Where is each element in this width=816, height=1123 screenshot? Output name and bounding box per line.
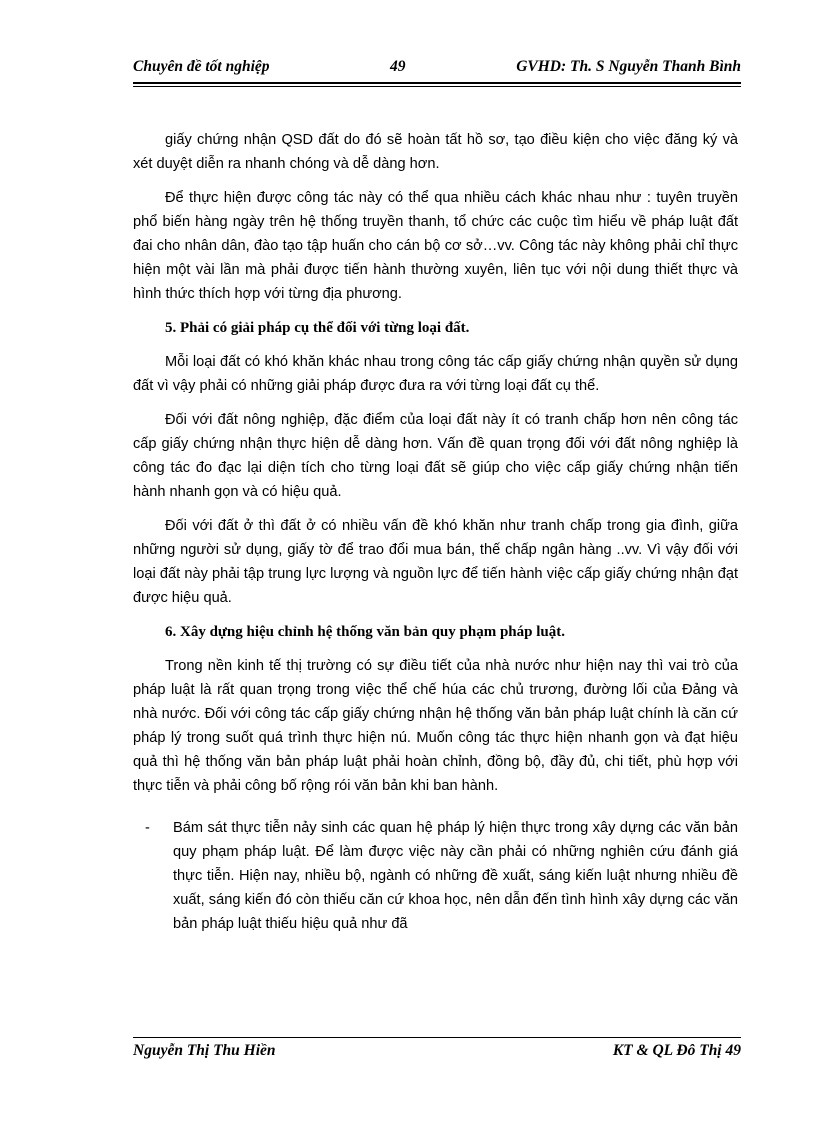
body-paragraph: Đối với đất nông nghiệp, đặc điểm của loại đất này ít có tranh chấp hơn nên công tác cấp giấy chứng nhận thực hiện dễ dàng hơn. Vấn đề quan trọng đối với đất nông nghiệp là công tác đo đạc lại diện tích cho từng loại đất sẽ giúp cho việc cấp giấy chứng nhận tiến hành nhanh gọn và có hiệu quả. — [133, 412, 738, 500]
footer-department: KT & QL Đô Thị 49 — [612, 1042, 741, 1059]
bullet-text: Bám sát thực tiễn nảy sinh các quan hệ pháp lý hiện thực trong xây dựng các văn bản quy phạm pháp luật. Để làm được việc này cần phải có những nghiên cứu đánh giá thực tiễn. Hiện nay, nhiều bộ, ngành có những đề xuất, sáng kiến luật nhưng nhiều đề xuất, sáng kiến đó còn thiếu căn cứ khoa học, nên dẫn đến tình hình xây dựng các văn bản pháp luật thiếu hiệu quả như đã — [173, 820, 738, 932]
page-footer — [133, 1042, 741, 1066]
body-paragraph: giấy chứng nhận QSD đất do đó sẽ hoàn tất hồ sơ, tạo điều kiện cho việc đăng ký và xét duyệt diễn ra nhanh chóng và dễ dàng hơn. — [133, 132, 738, 172]
bullet-item — [145, 816, 738, 936]
header-rule-thick — [133, 82, 741, 84]
page-body — [133, 128, 738, 936]
header-rule-thin — [133, 86, 741, 87]
header-document-type: Chuyên đề tốt nghiệp — [133, 58, 270, 75]
footer-author: Nguyễn Thị Thu Hiền — [133, 1042, 276, 1059]
page-header — [133, 56, 741, 82]
body-paragraph: Trong nền kinh tế thị trường có sự điều tiết của nhà nước như hiện nay thì vai trò của pháp luật là rất quan trọng trong việc thể chế húa các chủ trương, đường lối của Đảng và nhà nước. Đối với công tác cấp giấy chứng nhận hệ thống văn bản pháp luật chính là căn cứ pháp lý trong suốt quá trình thực hiện nú. Muốn công tác thực hiện nhanh gọn và đạt hiệu quả thì hệ thống văn bản pháp luật phải hoàn chỉnh, đồng bộ, đầy đủ, chi tiết, phù hợp với thực tiễn và phải công bố rộng rói văn bản khi ban hành. — [133, 658, 738, 794]
section-heading: 6. Xây dựng hiệu chỉnh hệ thống văn bản quy phạm pháp luật. — [165, 624, 565, 640]
body-paragraph: Mỗi loại đất có khó khăn khác nhau trong công tác cấp giấy chứng nhận quyền sử dụng đất vì vậy phải có những giải pháp được đưa ra với từng loại đất cụ thể. — [133, 354, 738, 394]
bullet-marker: - — [145, 820, 150, 836]
header-page-number: 49 — [390, 58, 406, 75]
section-heading: 5. Phải có giải pháp cụ thể đối với từng loại đất. — [165, 320, 470, 336]
body-paragraph: Để thực hiện được công tác này có thể qua nhiều cách khác nhau như : tuyên truyền phổ biến hàng ngày trên hệ thống truyền thanh, tổ chức các cuộc tìm hiểu về pháp luật đất đai cho nhân dân, đào tạo tập huấn cho cán bộ cơ sở…vv. Công tác này không phải chỉ thực hiện một vài lần mà phải được tiến hành thường xuyên, liên tục với nội dung thiết thực và hình thức thích hợp với từng địa phương. — [133, 190, 738, 302]
header-supervisor: GVHD: Th. S Nguyễn Thanh Bình — [516, 58, 741, 75]
body-paragraph: Đối với đất ở thì đất ở có nhiều vấn đề khó khăn như tranh chấp trong gia đình, giữa những người sử dụng, giấy tờ để trao đổi mua bán, thế chấp ngân hàng ..vv. Vì vậy đối với loại đất này phải tập trung lực lượng và nguồn lực để tiến hành việc cấp giấy chứng nhận đạt được hiệu quả. — [133, 518, 738, 606]
footer-rule — [133, 1037, 741, 1038]
